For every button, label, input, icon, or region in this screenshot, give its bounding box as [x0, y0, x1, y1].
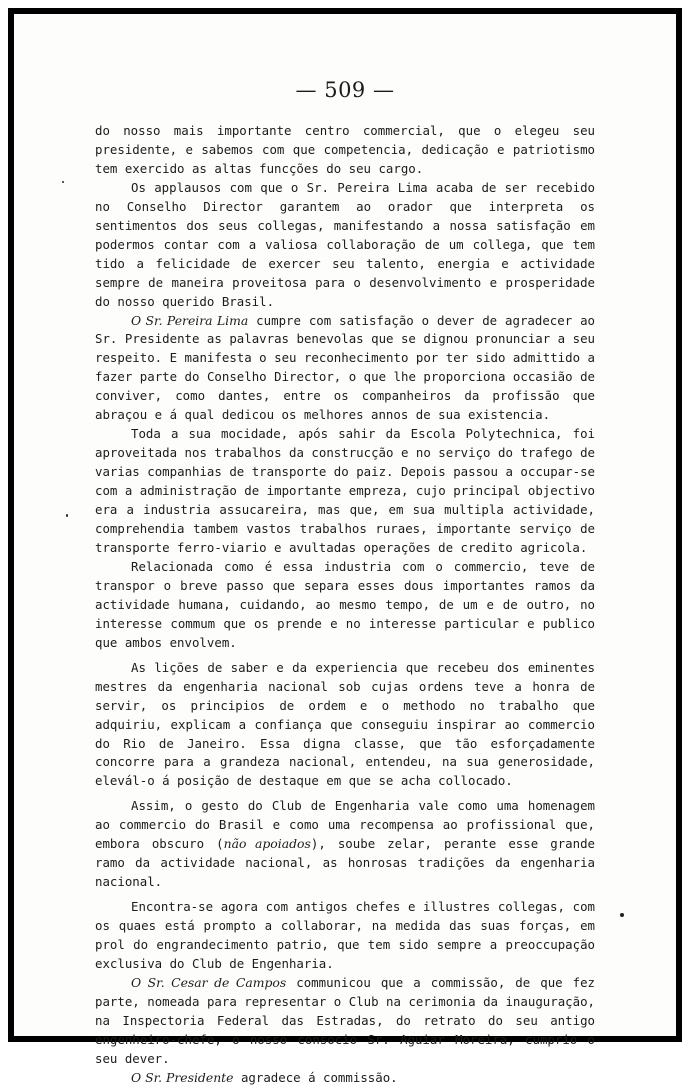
speaker-cesar-de-campos: O Sr. Cesar de Campos	[131, 974, 287, 990]
scan-border	[8, 8, 682, 1085]
paragraph-lessons: As lições de saber e da experiencia que recebeu dos eminentes mestres da engenharia nacional sob cujas ordens teve a honra de servir, os principios de ordem e o methodo no trabalho que adquiriu, explicam a confiança que conseguiu inspirar ao commercio do Rio de Janeiro. Essa digna classe, que tão esforçadamente concorre para a grandeza nacional, entendeu, na sua generosidade, elevál-o á posição de destaque em que se acha collocado.	[95, 659, 595, 789]
paragraph-homage-text-b: ), soube zelar, perante esse grande ramo da actividade nacional, as honrosas tradições da engenharia nacional.	[95, 836, 596, 890]
speaker-pereira-lima: O Sr. Pereira Lima	[131, 312, 249, 328]
paragraph-commission	[95, 974, 595, 1069]
body-text	[95, 122, 595, 1088]
paragraph-applause: Os applausos com que o Sr. Pereira Lima acaba de ser recebido no Conselho Director garantem ao orador que interpreta os sentimentos dos seus collegas, manifestando a nossa satisfação em podermos contar com a valiosa collaboração de um collega, que tem tido a felicidade de exercer seu talento, energia e actividade sempre de maneira proveitosa para o desenvolvimento e prosperidade do nosso querido Brasil.	[95, 179, 595, 309]
paragraph-homage-text-a: Assim, o gesto do Club de Engenharia vale como uma homenagem ao commercio do Brasil e como uma recompensa ao profissional que, embora obscuro (	[95, 798, 595, 852]
paragraph-pereira-lima-reply	[95, 312, 595, 426]
paragraph-homage	[95, 797, 595, 892]
paragraph-career: Toda a sua mocidade, após sahir da Escola Polytechnica, foi aproveitada nos trabalhos da construcção e no serviço do trafego de varias companhias de transporte do paiz. Depois passou a occupar-se com a administração de importante empreza, cujo principal objectivo era a industria assucareira, mas que, em sua multipla actividade, comprehendia tambem vastos trabalhos ruraes, importante serviço de transporte ferro-viario e avultadas operações de credito agricola.	[95, 426, 595, 555]
paragraph-collaboration: Encontra-se agora com antigos chefes e illustres collegas, com os quaes está prompto a collaborar, na medida das suas forças, em prol do engrandecimento patrio, que tem sido sempre a preoccupação exclusiva do Club de Engenharia.	[95, 899, 595, 971]
paragraph-continuation: do nosso mais importante centro commercial, que o elegeu seu presidente, e sabemos com que competencia, dedicação e patriotismo tem exercido as altas funcções do seu cargo.	[95, 123, 595, 176]
paragraph-pereira-lima-text: cumpre com satisfação o dever de agradecer ao Sr. Presidente as palavras benevolas que se dignou pronunciar a seu respeito. E manifesta o seu reconhecimento por ter sido admittido a fazer parte do Conselho Director, o que lhe proporciona occasião de conviver, como dantes, entre os companheiros da profissão que abraçou e á qual dedicou os melhores annos de sua existencia.	[95, 312, 595, 423]
scan-speck	[66, 514, 68, 517]
scan-speck	[62, 181, 64, 183]
scan-speck	[620, 913, 624, 917]
paragraph-president-text: agradece á commissão.	[233, 1069, 398, 1085]
paragraph-president-thanks	[95, 1069, 595, 1088]
document-page	[14, 14, 676, 1085]
paragraph-commerce: Relacionada como é essa industria com o commercio, teve de transpor o breve passo que separa esses dous importantes ramos da actividade humana, cuidando, ao mesmo tempo, de um e de outro, no interesse commum que os prende e no interesse particular e publico que ambos envolvem.	[95, 558, 595, 650]
page-number: — 509 —	[295, 78, 395, 102]
aside-nao-apoiados: não apoiados	[223, 836, 311, 852]
paragraph-commission-text: communicou que a commissão, de que fez parte, nomeada para representar o Club na cerimonia da inauguração, na Inspectoria Federal das Estradas, do retrato do seu antigo engenheiro-chefe, o nosso consocio Sr. Aguiar Moreira, cumprio o seu dever.	[95, 974, 595, 1066]
speaker-presidente: O Sr. Presidente	[131, 1069, 234, 1085]
